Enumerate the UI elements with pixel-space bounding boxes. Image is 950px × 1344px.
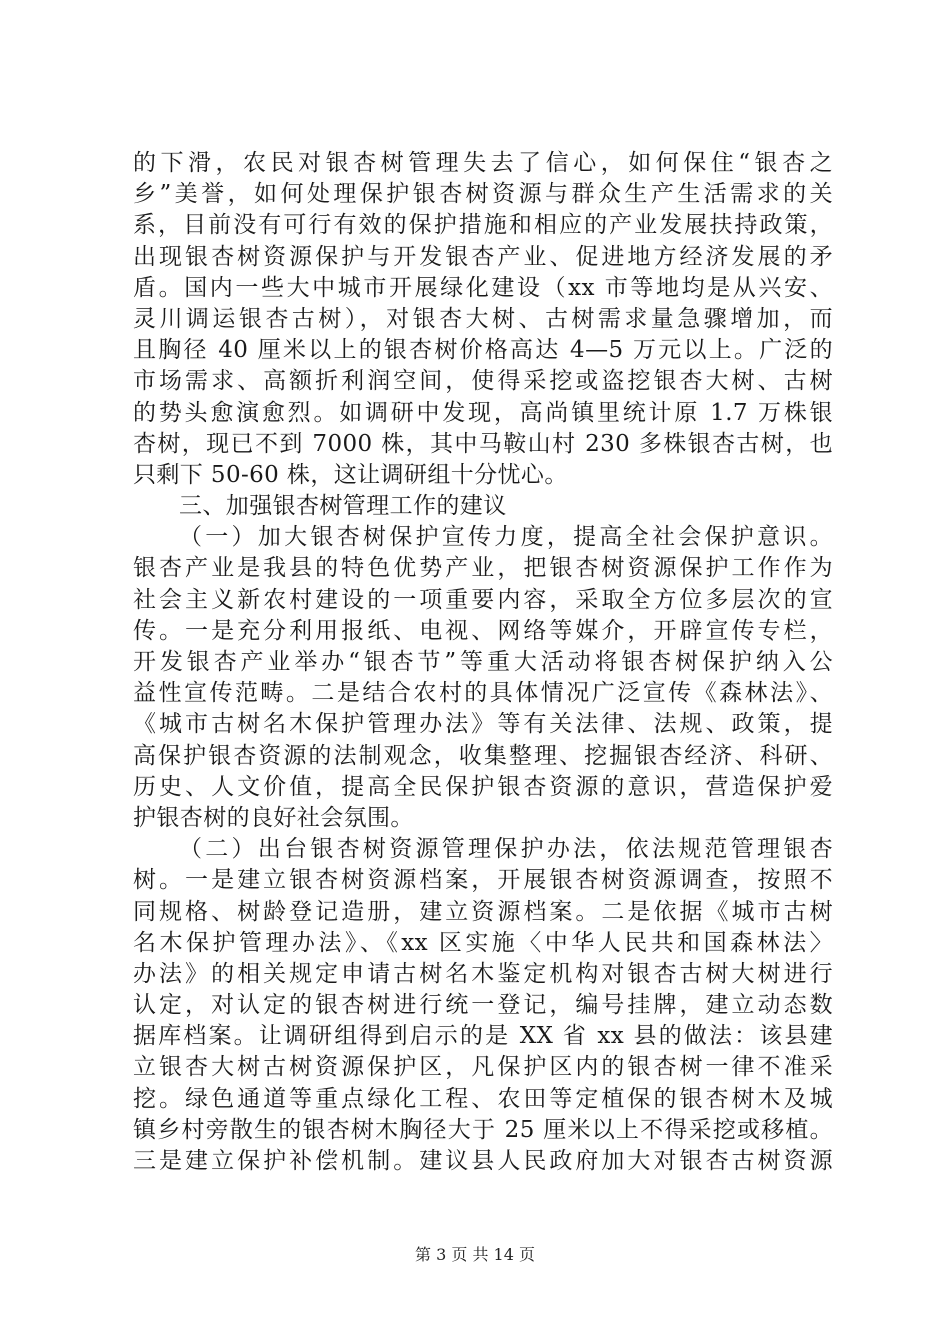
text-line: 传。一是充分利用报纸、电视、网络等媒介，开辟宣传专栏，: [133, 617, 833, 644]
subsection-heading: （一）加大银杏树保护宣传力度，提高全社会保护意识。: [179, 524, 833, 551]
text-line: 护银杏树的良好社会氛围。: [133, 804, 414, 831]
section-heading: 三、加强银杏树管理工作的建议: [179, 493, 507, 520]
text-line: 的势头愈演愈烈。如调研中发现，高尚镇里统计原 1.7 万株银: [133, 399, 833, 426]
text-line: 开发银杏产业举办“银杏节”等重大活动将银杏树保护纳入公: [133, 649, 833, 675]
text-line: 同规格、树龄登记造册，建立资源档案。二是依据《城市古树: [133, 898, 833, 925]
text-line: 立银杏大树古树资源保护区，凡保护区内的银杏树一律不准采: [133, 1054, 833, 1081]
text-line: 系，目前没有可行有效的保护措施和相应的产业发展扶持政策，: [133, 212, 833, 239]
text-line: 高保护银杏资源的法制观念，收集整理、挖掘银杏经济、科研、: [133, 742, 833, 769]
text-line: 办法》的相关规定申请古树名木鉴定机构对银杏古树大树进行: [133, 960, 833, 987]
text-line: 杏树，现已不到 7000 株，其中马鞍山村 230 多株银杏古树，也: [133, 430, 833, 457]
text-line: 的下滑，农民对银杏树管理失去了信心，如何保住“银杏之: [133, 150, 833, 176]
text-line: 市场需求、高额折利润空间，使得采挖或盗挖银杏大树、古树: [133, 368, 833, 395]
text-line: 银杏产业是我县的特色优势产业，把银杏树资源保护工作作为: [133, 555, 833, 582]
page-number-footer: 第 3 页 共 14 页: [415, 1245, 535, 1264]
text-line: 三是建立保护补偿机制。建议县人民政府加大对银杏古树资源: [133, 1148, 833, 1174]
text-line: 灵川调运银杏古树），对银杏大树、古树需求量急骤增加，而: [133, 305, 833, 332]
document-body: [133, 148, 833, 1177]
text-line: 乡”美誉，如何处理保护银杏树资源与群众生产生活需求的关: [133, 181, 833, 208]
text-line: 名木保护管理办法》、《xx 区实施〈中华人民共和国森林法〉: [133, 929, 833, 956]
text-line: 盾。国内一些大中城市开展绿化建设（xx 市等地均是从兴安、: [133, 274, 833, 301]
text-line: 出现银杏树资源保护与开发银杏产业、促进地方经济发展的矛: [133, 243, 833, 270]
subsection-heading: （二）出台银杏树资源管理保护办法，依法规范管理银杏: [179, 836, 833, 863]
text-line: 认定，对认定的银杏树进行统一登记，编号挂牌，建立动态数: [133, 992, 833, 1019]
text-line: 挖。绿色通道等重点绿化工程、农田等定植保的银杏树木及城: [133, 1085, 833, 1112]
text-line: 《城市古树名木保护管理办法》等有关法律、法规、政策，提: [133, 711, 833, 738]
text-line: 历史、人文价值，提高全民保护银杏资源的意识，营造保护爱: [133, 773, 833, 800]
text-line: 树。一是建立银杏树资源档案，开展银杏树资源调查，按照不: [133, 867, 833, 894]
text-line: 只剩下 50-60 株，这让调研组十分忧心。: [133, 461, 568, 488]
text-line: 据库档案。让调研组得到启示的是 XX 省 xx 县的做法：该县建: [133, 1023, 834, 1050]
text-line: 社会主义新农村建设的一项重要内容，采取全方位多层次的宣: [133, 586, 833, 613]
text-line: 益性宣传范畴。二是结合农村的具体情况广泛宣传《森林法》、: [133, 680, 833, 707]
text-line: 镇乡村旁散生的银杏树木胸径大于 25 厘米以上不得采挖或移植。: [133, 1116, 833, 1143]
text-line: 且胸径 40 厘米以上的银杏树价格高达 4—5 万元以上。广泛的: [133, 337, 833, 364]
